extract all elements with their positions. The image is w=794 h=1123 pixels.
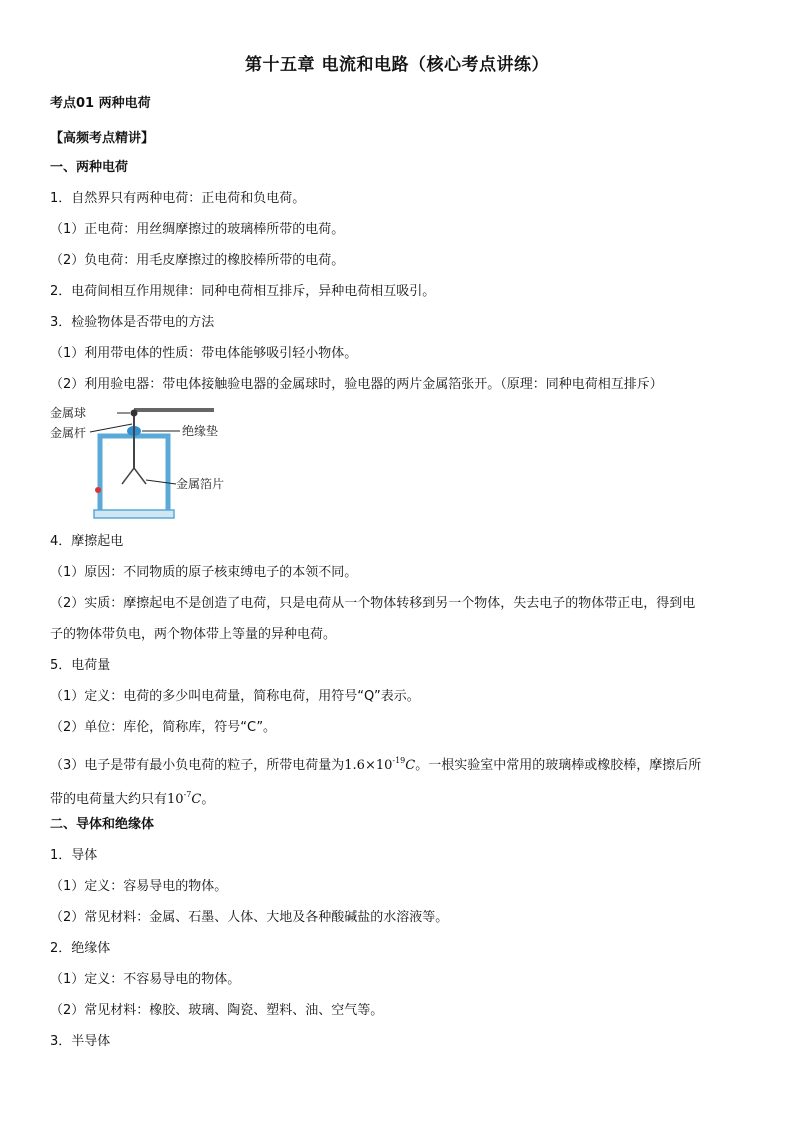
paragraph-line: （2）常见材料：橡胶、玻璃、陶瓷、塑料、油、空气等。 <box>50 1003 384 1018</box>
topic-heading: 考点01 两种电荷 <box>50 96 151 111</box>
electroscope-figure <box>50 402 250 522</box>
label-insulating-pad: 绝缘垫 <box>182 424 219 438</box>
paragraph-line: （2）常见材料：金属、石墨、人体、大地及各种酸碱盐的水溶液等。 <box>50 910 449 925</box>
paragraph-line: 3．半导体 <box>50 1034 111 1049</box>
paragraph-line: （1）利用带电体的性质：带电体能够吸引轻小物体。 <box>50 346 358 361</box>
paragraph-line: 1．导体 <box>50 848 98 863</box>
paragraph-line: 3．检验物体是否带电的方法 <box>50 315 215 330</box>
metal-foil-right <box>134 468 146 484</box>
paragraph-line: （2）单位：库伦，简称库，符号“C”。 <box>50 720 277 735</box>
section-heading-2: 二、导体和绝缘体 <box>50 817 155 832</box>
paragraph-line: 5．电荷量 <box>50 658 111 673</box>
page-title: 第十五章 电流和电路（核心考点讲练） <box>245 55 549 75</box>
section-heading-1: 一、两种电荷 <box>50 160 129 175</box>
red-knob <box>95 487 101 493</box>
top-bar <box>134 408 214 412</box>
paragraph-line: 2．绝缘体 <box>50 941 111 956</box>
paragraph-line: 子的物体带负电，两个物体带上等量的异种电荷。 <box>50 627 337 642</box>
paragraph-line: （1）定义：容易导电的物体。 <box>50 879 228 894</box>
label-metal-foil: 金属箔片 <box>176 477 225 491</box>
paragraph-line: （2）负电荷：用毛皮摩擦过的橡胶棒所带的电荷。 <box>50 253 345 268</box>
paragraph-line: 2．电荷间相互作用规律：同种电荷相互排斥，异种电荷相互吸引。 <box>50 284 436 299</box>
electroscope-base <box>94 510 174 518</box>
label-metal-rod: 金属杆 <box>50 426 87 440</box>
paragraph-line: 4．摩擦起电 <box>50 534 124 549</box>
label-metal-ball: 金属球 <box>50 406 87 420</box>
paragraph-line: 1．自然界只有两种电荷：正电荷和负电荷。 <box>50 191 306 206</box>
paragraph-line: （1）定义：电荷的多少叫电荷量，简称电荷，用符号“Q”表示。 <box>50 689 420 704</box>
paragraph-line: （2）实质：摩擦起电不是创造了电荷，只是电荷从一个物体转移到另一个物体，失去电子的物体带正电，得到电 <box>50 596 696 611</box>
paragraph-line: （1）原因：不同物质的原子核束缚电子的本领不同。 <box>50 565 358 580</box>
paragraph-line: （2）利用验电器：带电体接触验电器的金属球时，验电器的两片金属箔张开。（原理：同种电荷相互排斥） <box>50 377 663 392</box>
paragraph-line: （1）正电荷：用丝绸摩擦过的玻璃棒所带的电荷。 <box>50 222 345 237</box>
paragraph-line: （3）电子是带有最小负电荷的粒子，所带电荷量为$1.6\times 10^{-19}C$。一根实验室中常用的玻璃棒或橡胶棒，摩擦后所 <box>50 756 702 773</box>
section-tag: 【高频考点精讲】 <box>50 131 155 146</box>
paragraph-line: 带的电荷量大约只有$10^{-7}C$。 <box>50 790 215 807</box>
paragraph-line: （1）定义：不容易导电的物体。 <box>50 972 241 987</box>
metal-ball <box>131 410 138 417</box>
metal-foil-left <box>122 468 134 484</box>
